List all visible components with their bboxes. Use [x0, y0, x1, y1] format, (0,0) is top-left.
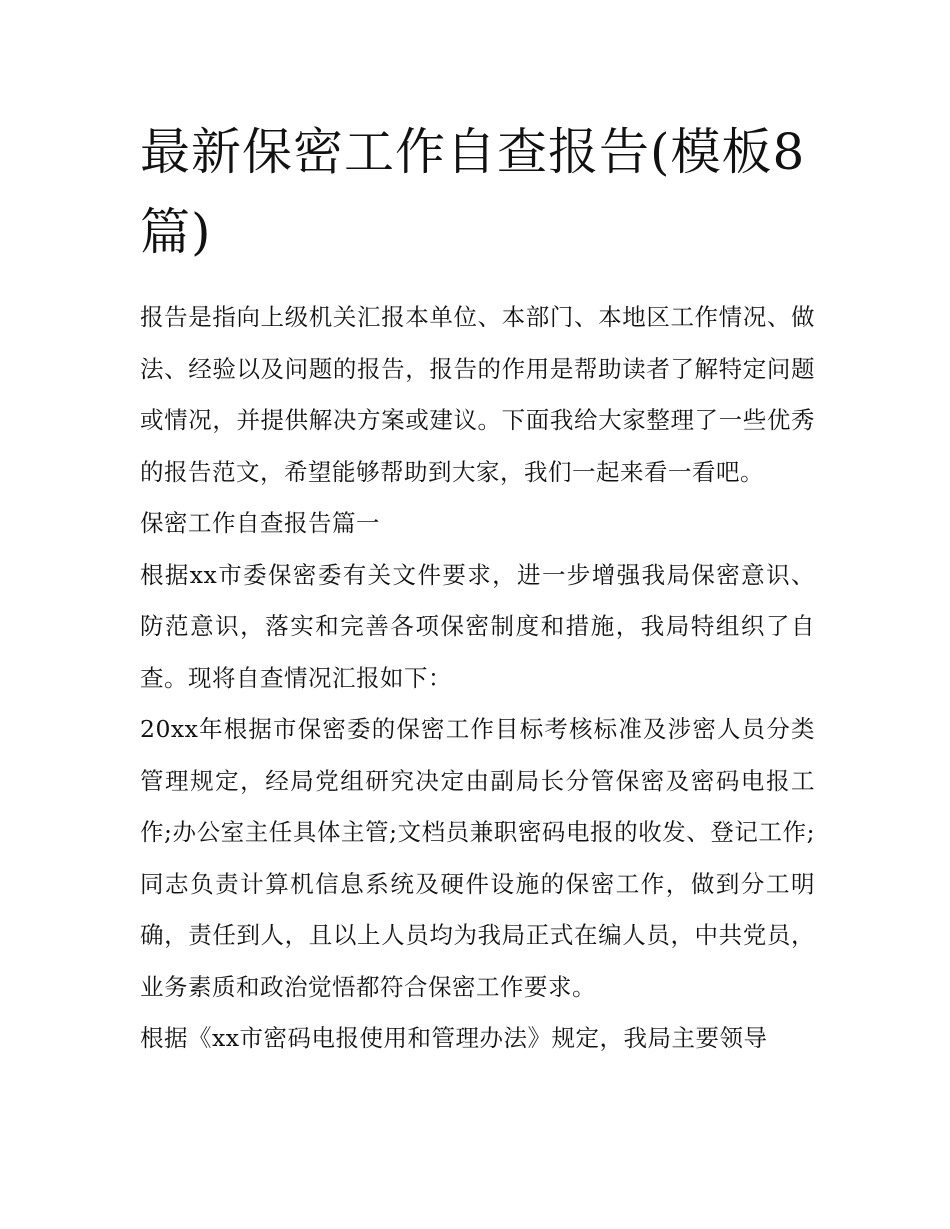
- section-heading: 保密工作自查报告篇一: [140, 509, 380, 537]
- intro-paragraph: 报告是指向上级机关汇报本单位、本部门、本地区工作情况、做法、经验以及问题的报告，报告的作用是帮助读者了解特定问题或情况，并提供解决方案或建议。下面我给大家整理了一些优秀的报告范文，希望能够帮助到大家，我们一起来看一看吧。: [140, 303, 815, 486]
- body-paragraph-1: 根据xx市委保密委有关文件要求，进一步增强我局保密意识、防范意识，落实和完善各项保密制度和措施，我局特组织了自查。现将自查情况汇报如下：: [140, 560, 815, 692]
- document-page: [140, 112, 815, 1065]
- body-paragraph-3: 根据《xx市密码电报使用和管理办法》规定，我局主要领导: [140, 1024, 768, 1052]
- document-title: 最新保密工作自查报告(模板8篇): [140, 123, 806, 261]
- body-paragraph-2: 20xx年根据市保密委的保密工作目标考核标准及涉密人员分类管理规定，经局党组研究决定由副局长分管保密及密码电报工作;办公室主任具体主管;文档员兼职密码电报的收发、登记工作;同志负责计算机信息系统及硬件设施的保密工作，做到分工明确，责任到人，且以上人员均为我局正式在编人员，中共党员，业务素质和政治觉悟都符合保密工作要求。: [140, 715, 815, 1001]
